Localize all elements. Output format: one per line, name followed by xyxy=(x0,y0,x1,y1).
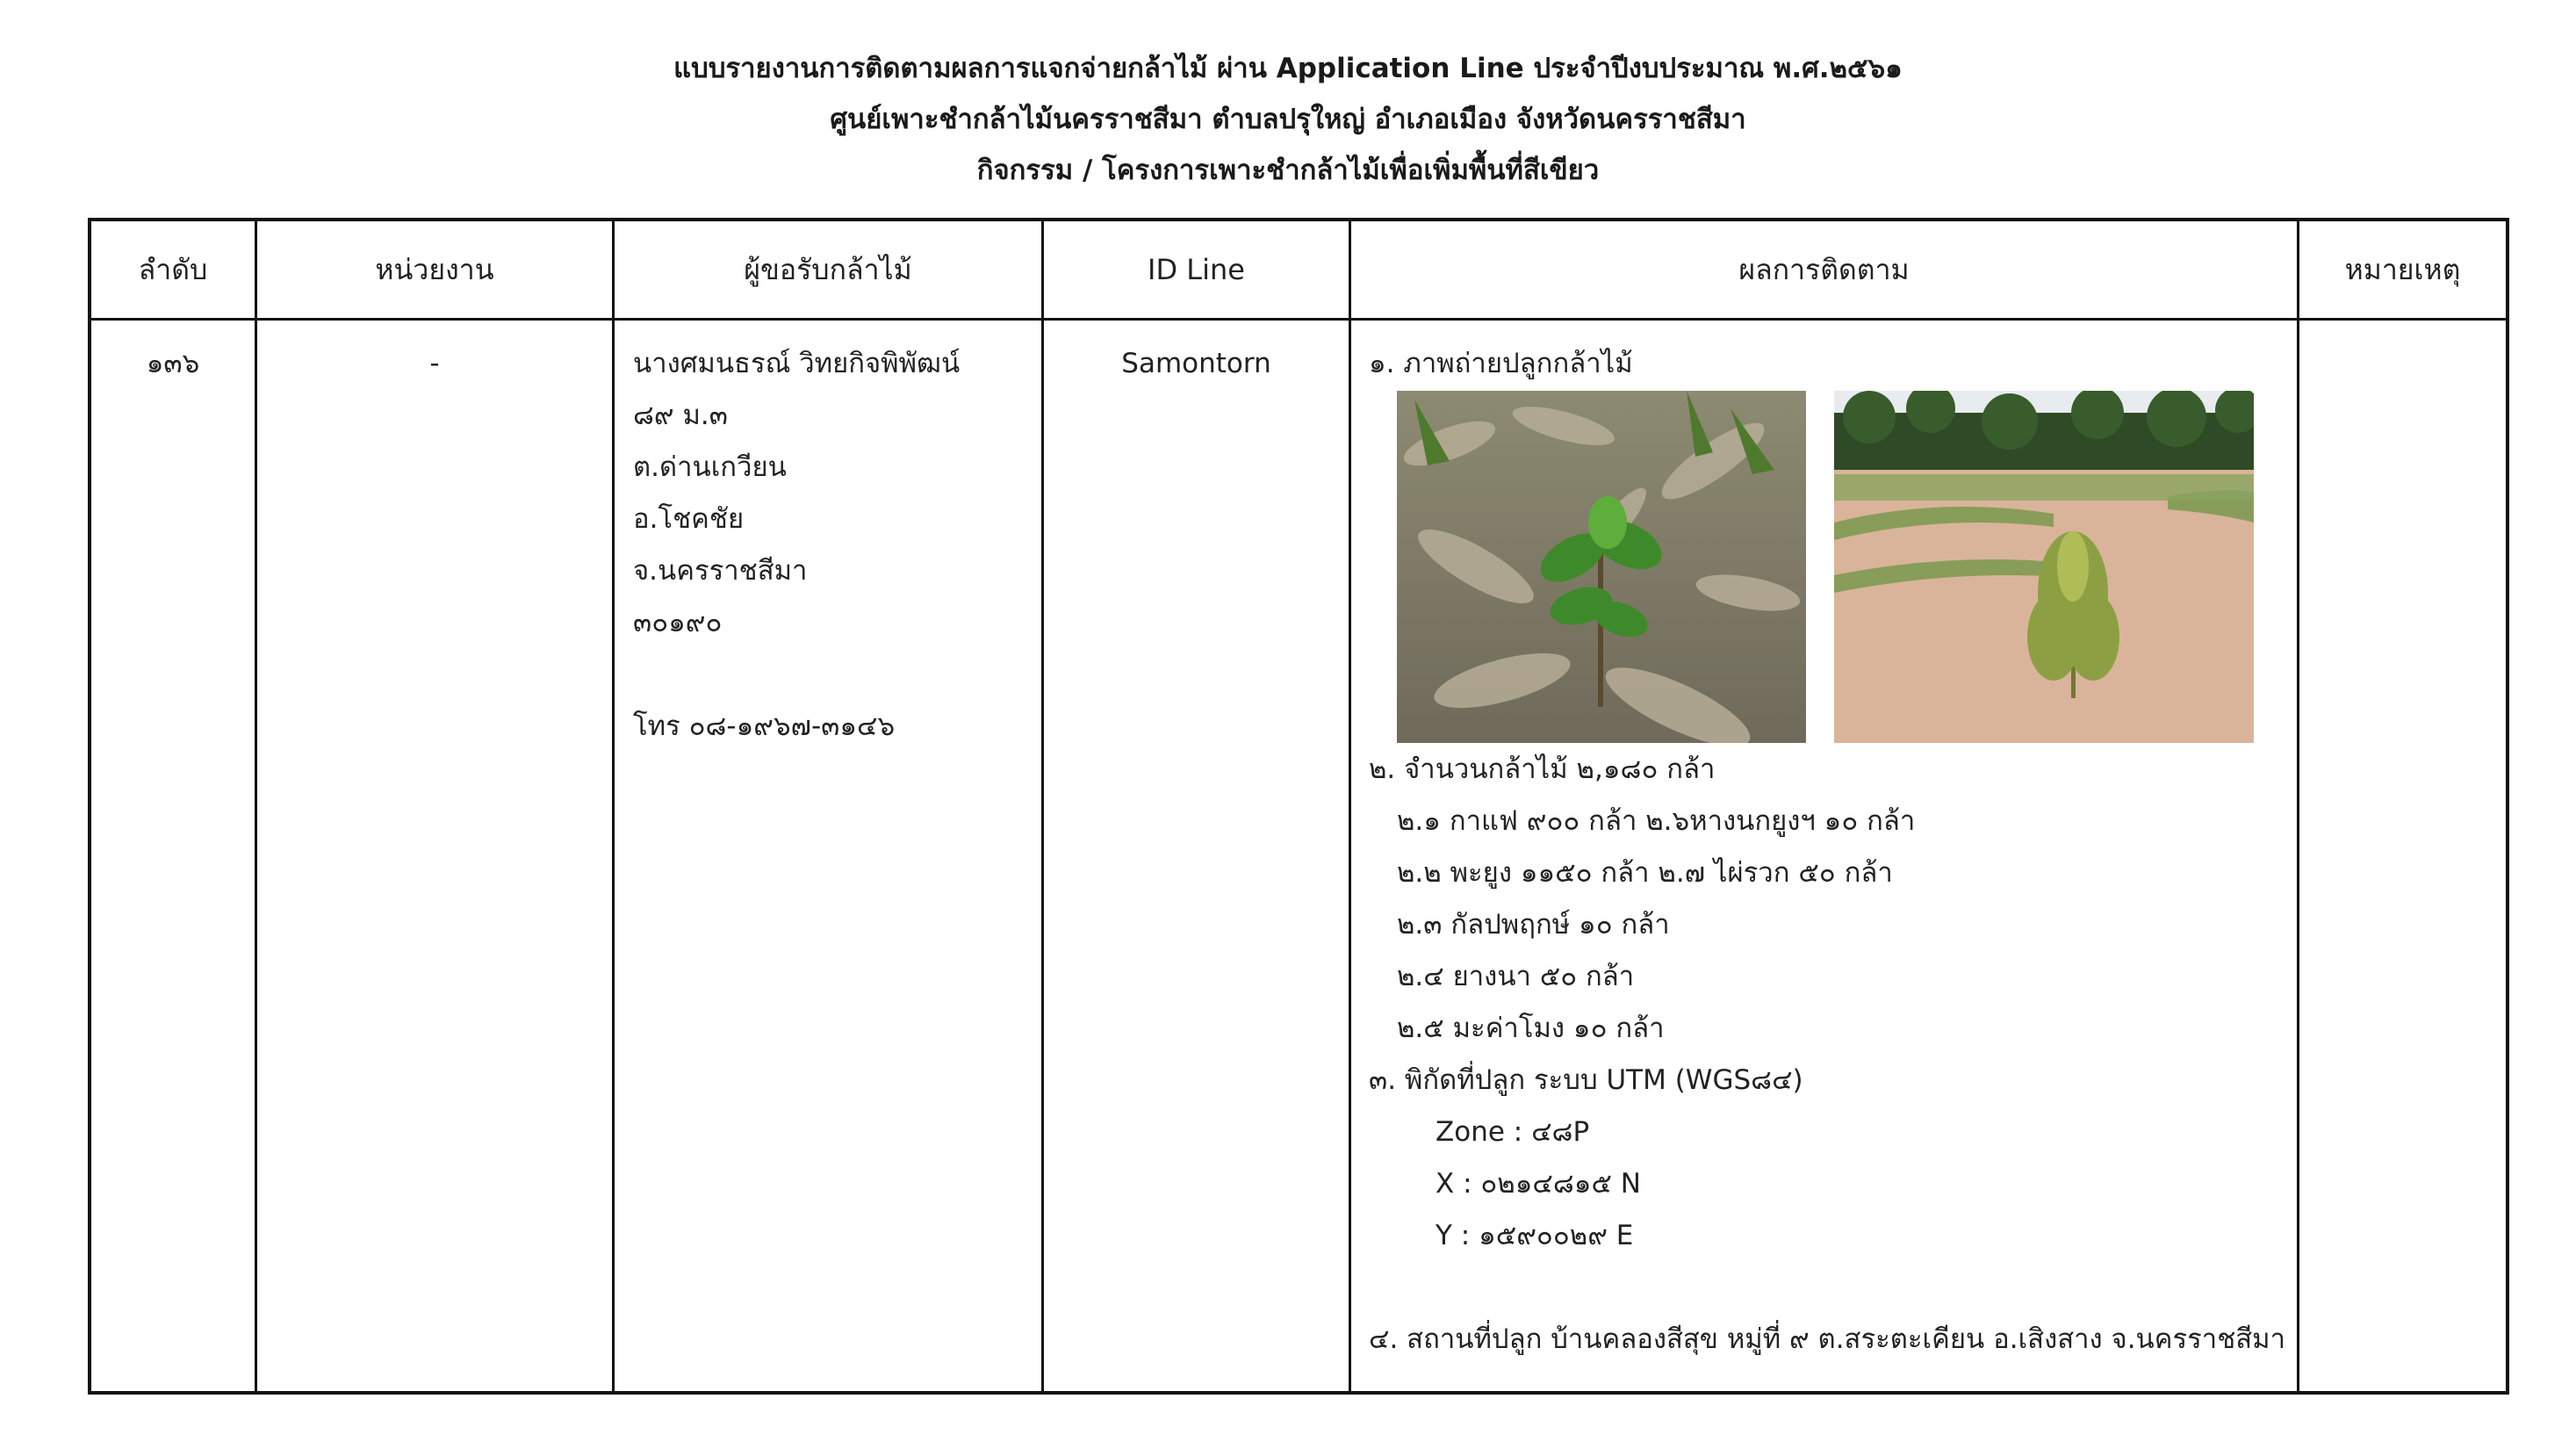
column-divider xyxy=(255,221,257,1391)
column-divider xyxy=(2297,221,2299,1391)
header-recipient: ผู้ขอรับกล้าไม้ xyxy=(744,253,912,286)
report-table xyxy=(88,218,2509,1395)
recipient-name: นางศมนธรณ์ วิทยกิจพิพัฒน์ xyxy=(633,348,961,379)
report-subtitle-activity: กิจกรรม / โครงการเพาะชำกล้าไม้เพื่อเพิ่มพื้นที่สีเขียว xyxy=(976,155,1600,186)
result-count-heading: ๒. จำนวนกล้าไม้ ๒,๑๘๐ กล้า xyxy=(1369,753,1716,785)
utm-y: Y : ๑๕๙๐๐๒๙ E xyxy=(1436,1220,1634,1251)
column-divider xyxy=(1349,221,1351,1391)
utm-zone: Zone : ๔๘P xyxy=(1436,1116,1590,1148)
report-title: แบบรายงานการติดตามผลการแจกจ่ายกล้าไม้ ผ่าน Application Line ประจำปีงบประมาณ พ.ศ.๒๕๖๑ xyxy=(673,53,1903,84)
result-photo-heading: ๑. ภาพถ่ายปลูกกล้าไม้ xyxy=(1369,348,1633,379)
header-id-line: ID Line xyxy=(1148,253,1245,286)
planting-photo-field xyxy=(1834,391,2254,743)
recipient-postcode: ๓๐๑๙๐ xyxy=(633,607,723,638)
row-id-line: Samontorn xyxy=(1121,348,1271,379)
recipient-address-line: จ.นครราชสีมา xyxy=(633,555,808,587)
report-subtitle-center: ศูนย์เพาะชำกล้าไม้นครราชสีมา ตำบลปรุใหญ่ อำเภอเมือง จังหวัดนครราชสีมา xyxy=(830,104,1746,135)
seedling-item: ๒.๑ กาแฟ ๙๐๐ กล้า ๒.๖หางนกยูงฯ ๑๐ กล้า xyxy=(1397,805,1916,837)
planting-location: ๔. สถานที่ปลูก บ้านคลองสีสุข หมู่ที่ ๙ ต.สระตะเคียน อ.เสิงสาง จ.นครราชสีมา xyxy=(1369,1323,2285,1355)
header-result: ผลการติดตาม xyxy=(1738,253,1910,286)
header-agency: หน่วยงาน xyxy=(375,253,494,286)
recipient-phone: โทร ๐๘-๑๙๖๗-๓๑๔๖ xyxy=(633,710,896,742)
column-divider xyxy=(612,221,615,1391)
recipient-address-line: อ.โชคชัย xyxy=(633,503,745,535)
header-divider xyxy=(91,318,2506,321)
recipient-address-line: ต.ด่านเกวียน xyxy=(633,451,787,483)
column-divider xyxy=(1041,221,1044,1391)
seedling-item: ๒.๓ กัลปพฤกษ์ ๑๐ กล้า xyxy=(1397,909,1670,941)
header-order: ลำดับ xyxy=(138,253,208,286)
seedling-item: ๒.๕ มะค่าโมง ๑๐ กล้า xyxy=(1397,1013,1665,1044)
recipient-address-line: ๘๙ ม.๓ xyxy=(633,400,728,431)
row-order: ๑๓๖ xyxy=(146,348,200,379)
seedling-item: ๒.๒ พะยูง ๑๑๕๐ กล้า ๒.๗ ไผ่รวก ๕๐ กล้า xyxy=(1397,857,1893,889)
result-coord-heading: ๓. พิกัดที่ปลูก ระบบ UTM (WGS๘๔) xyxy=(1369,1064,1803,1096)
header-remark: หมายเหตุ xyxy=(2344,253,2461,286)
utm-x: X : ๐๒๑๔๘๑๕ N xyxy=(1436,1168,1641,1200)
planting-photo-seedling xyxy=(1397,391,1806,743)
seedling-item: ๒.๔ ยางนา ๕๐ กล้า xyxy=(1397,961,1635,992)
row-agency: - xyxy=(429,348,440,379)
